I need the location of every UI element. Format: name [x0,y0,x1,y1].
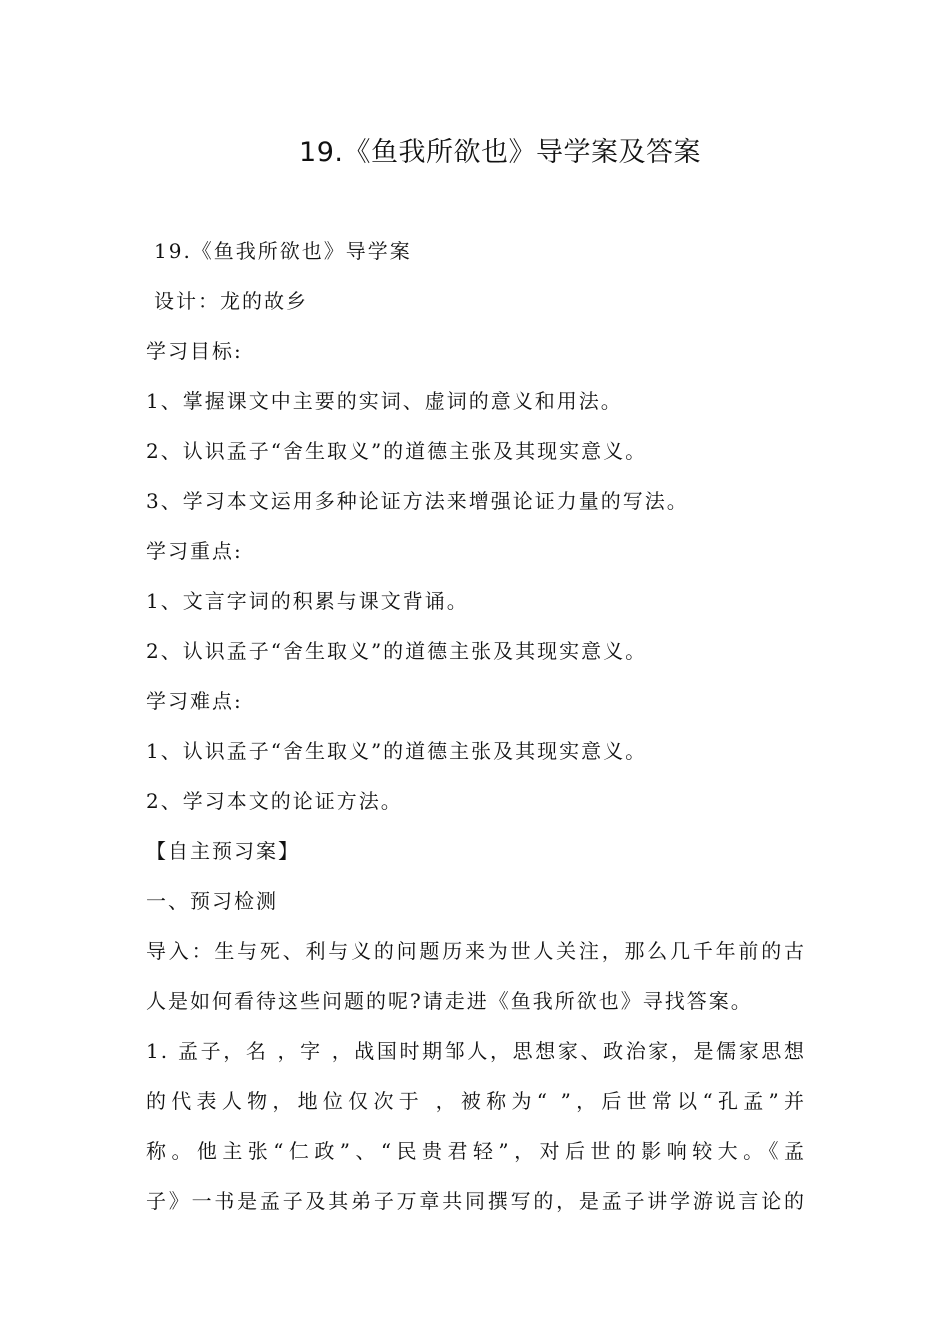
section-heading: 学习目标: [146,339,243,363]
list-item: 1、认识孟子“舍生取义”的道德主张及其现实意义。 [146,739,648,763]
paragraph-line: 1. 孟子，名 ，字 ，战国时期邹人，思想家、政治家，是儒家思想 [146,1039,806,1063]
section-heading: 学习难点: [146,689,243,713]
list-item: 2、学习本文的论证方法。 [146,789,403,813]
paragraph-line: 导入：生与死、利与义的问题历来为世人关注，那么几千年前的古 [146,939,806,963]
paragraph-line: 的代表人物，地位仅次于 ，被称为“ ”，后世常以“孔孟”并 [146,1089,806,1113]
paragraph-line: 子》一书是孟子及其弟子万章共同撰写的，是孟子讲学游说言论的 [146,1189,806,1213]
list-item: 3、学习本文运用多种论证方法来增强论证力量的写法。 [146,489,689,513]
list-item: 1、文言字词的积累与课文背诵。 [146,589,469,613]
section-heading: 学习重点: [146,539,243,563]
paragraph-line: 称。他主张“仁政”、“民贵君轻”，对后世的影响较大。《孟 [146,1139,806,1163]
list-item: 2、认识孟子“舍生取义”的道德主张及其现实意义。 [146,639,648,663]
text-line: 19.《鱼我所欲也》导学案 [154,239,412,263]
text-line: 设计：龙的故乡 [154,289,308,313]
list-item: 2、认识孟子“舍生取义”的道德主张及其现实意义。 [146,439,648,463]
list-item: 1、掌握课文中主要的实词、虚词的意义和用法。 [146,389,623,413]
document-body [146,232,806,1232]
section-heading: 【自主预习案】 [146,839,300,863]
paragraph-line: 人是如何看待这些问题的呢?请走进《鱼我所欲也》寻找答案。 [146,989,753,1013]
section-heading: 一、预习检测 [146,889,278,913]
document-title: 19.《鱼我所欲也》导学案及答案 [299,137,701,168]
